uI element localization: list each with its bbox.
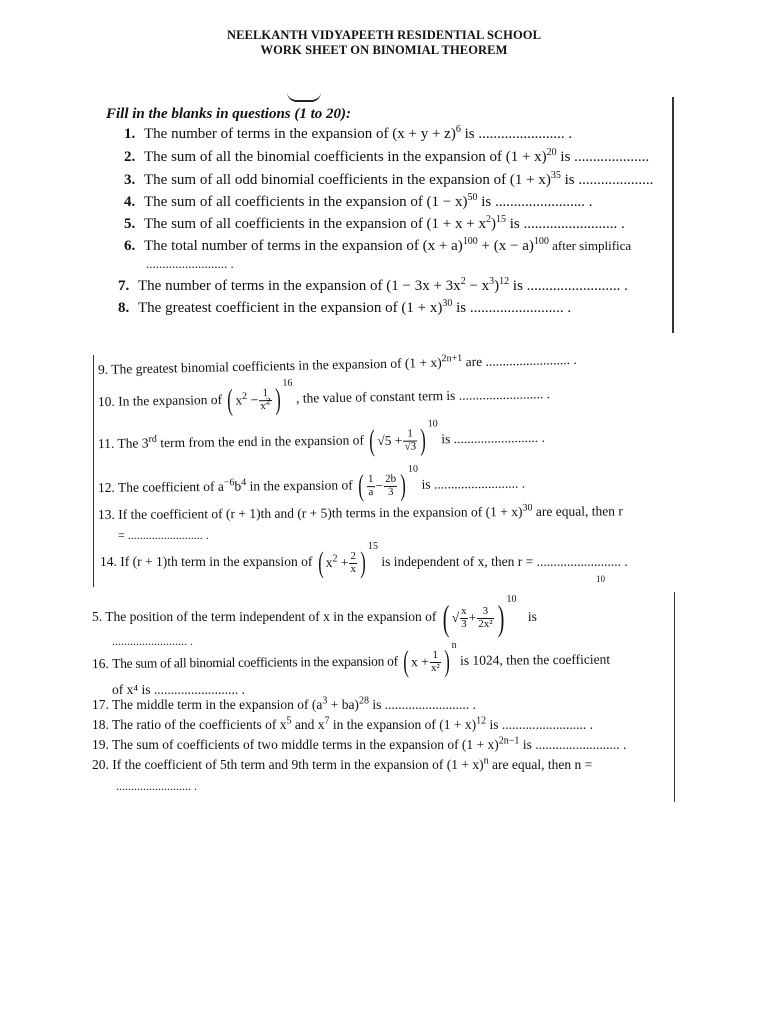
exponent: 50: [467, 192, 478, 203]
numerator: 1: [367, 473, 374, 486]
answer-blank: are ......................... .: [462, 351, 577, 370]
exponent: 20: [546, 147, 557, 158]
answer-blank: is ......................... .: [452, 300, 572, 316]
exponent: 2: [265, 395, 271, 407]
exponent: 100: [533, 236, 549, 247]
question-text: The sum of coefficients of two middle terms in the expansion of (1 + x): [112, 737, 499, 752]
fraction: [367, 474, 375, 498]
question-number: 19.: [92, 737, 109, 752]
question-number: 14.: [100, 554, 117, 570]
question-13-blank: = ......................... .: [118, 528, 209, 542]
right-paren: ): [419, 423, 426, 457]
question-text: The greatest coefficient in the expansion of (1 + x): [138, 300, 443, 316]
question-text: is independent of x, then r = ......................... .: [381, 554, 628, 570]
question-text: The ratio of the coefficients of x: [112, 717, 287, 732]
question-number: 5.: [92, 609, 103, 625]
exponent: 30: [522, 502, 533, 514]
question-16: [91, 639, 611, 680]
question-text: term from the end in the expansion of: [156, 432, 364, 451]
scan-mark: [287, 92, 321, 102]
question-15: [92, 593, 537, 638]
question-3: [124, 172, 653, 189]
right-paren: ): [400, 468, 407, 502]
numerator: 3: [477, 606, 493, 619]
fraction: [403, 429, 417, 453]
question-number: 13.: [97, 506, 115, 522]
exponent: 10: [407, 463, 419, 475]
exponent: 7: [324, 715, 330, 727]
edge-mark: 10: [596, 574, 605, 584]
question-number: 18.: [92, 717, 109, 732]
answer-blank: is ......................... .: [441, 429, 545, 447]
question-13: [98, 503, 623, 523]
question-number: 9.: [97, 361, 109, 377]
question-number: 4.: [124, 194, 136, 210]
exponent: 15: [495, 214, 506, 225]
math-term: −: [375, 478, 384, 494]
fraction: [384, 474, 397, 498]
right-paren: ): [497, 598, 504, 638]
question-text: The sum of all coefficients in the expansion of (1 + x + x: [144, 216, 486, 232]
question-text: ): [494, 278, 500, 294]
exponent: 3: [322, 695, 328, 707]
right-paren: ): [360, 546, 366, 579]
answer-blank: ......................... .: [455, 386, 550, 403]
exponent: rd: [148, 433, 157, 445]
left-paren: (: [227, 383, 234, 417]
math-term: √5 +: [377, 432, 403, 449]
question-20: [92, 757, 592, 773]
right-paren: ): [274, 382, 281, 416]
exponent: n: [451, 639, 457, 651]
question-number: 1.: [124, 126, 136, 142]
exponent: 2: [460, 276, 466, 287]
question-number: 8.: [118, 300, 130, 316]
answer-blank: is ....................... .: [460, 126, 573, 142]
question-6-blank: ......................... .: [146, 256, 234, 271]
question-10: [97, 377, 550, 418]
question-4: [124, 194, 593, 211]
question-8: [118, 300, 571, 317]
numerator: x: [461, 604, 467, 617]
question-text: The total number of terms in the expansion of (x + a): [144, 238, 463, 254]
exponent: 10: [427, 417, 438, 429]
scan-edge-line: [672, 97, 674, 333]
question-text: − x: [465, 278, 490, 294]
question-7: [118, 278, 628, 295]
fraction: [349, 551, 357, 575]
exponent: 3: [489, 276, 495, 287]
left-paren: (: [403, 645, 410, 679]
question-18: [92, 717, 593, 733]
exponent: 2n+1: [441, 352, 463, 365]
exponent: n: [483, 755, 489, 767]
answer-blank: is ......................... .: [368, 697, 476, 712]
section-title: Fill in the blanks in questions (1 to 20):: [106, 106, 352, 122]
question-15-blank: ......................... .: [112, 634, 193, 648]
denominator: x²: [430, 661, 440, 674]
exponent: 6: [455, 124, 461, 135]
question-text: The sum of all coefficients in the expansion of (1 − x): [144, 194, 468, 210]
right-paren: ): [443, 644, 450, 678]
question-number: 17.: [92, 697, 109, 712]
question-number: 12.: [97, 479, 115, 496]
fraction: [259, 388, 272, 412]
exponent: 2n−1: [498, 735, 520, 747]
scan-edge-line: [93, 355, 94, 587]
exponent: 35: [550, 170, 561, 181]
denominator: 3: [387, 485, 394, 498]
question-text: The number of terms in the expansion of (x + y + z): [144, 126, 456, 142]
exponent: 30: [442, 298, 453, 309]
question-text: The sum of all the binomial coefficients in the expansion of (1 + x): [144, 149, 547, 165]
question-17: [92, 697, 476, 713]
question-text: If the coefficient of (r + 1)th and (r + 5)th terms in the expansion of (1 + x): [118, 504, 523, 522]
numerator: 1: [430, 650, 441, 663]
question-number: 3.: [124, 172, 136, 188]
exponent: 15: [367, 540, 378, 552]
exponent: 28: [358, 695, 369, 707]
exponent: 16: [282, 377, 293, 389]
question-text: are equal, then r: [532, 503, 623, 519]
question-text: ): [490, 216, 496, 232]
left-paren: (: [442, 598, 449, 638]
math-term: +: [468, 610, 477, 625]
left-paren: (: [369, 424, 376, 458]
math-term: $x^2$ +: [325, 553, 349, 570]
denominator: [259, 395, 272, 412]
answer-blank: is ........................ .: [477, 194, 593, 210]
left-paren: (: [358, 469, 364, 503]
question-number: 20.: [92, 757, 109, 772]
question-text: + (x − a): [477, 238, 534, 254]
question-text: are equal, then n =: [488, 757, 593, 772]
question-11: [97, 417, 545, 460]
school-name: NEELKANTH VIDYAPEETH RESIDENTIAL SCHOOL: [226, 28, 542, 42]
exponent: 12: [476, 715, 487, 727]
math-term: √: [451, 610, 460, 625]
question-text: The sum of all odd binomial coefficients in the expansion of (1 + x): [144, 172, 551, 188]
math-term: x +: [411, 654, 429, 670]
question-text: , the value of constant term is: [295, 387, 456, 406]
exponent: 100: [462, 236, 478, 247]
exponent: 12: [499, 276, 510, 287]
denominator: a: [368, 485, 374, 498]
question-number: 10.: [97, 393, 115, 410]
denominator: √3: [404, 440, 417, 453]
question-20-blank: ......................... .: [116, 779, 197, 793]
question-text: and x: [291, 717, 325, 732]
math-term: $x^2$ −: [235, 390, 259, 408]
answer-blank: is ......................... .: [519, 737, 627, 752]
question-number: 2.: [124, 149, 136, 165]
question-number: 7.: [118, 278, 130, 294]
exponent: 4: [241, 477, 247, 489]
fraction: [460, 606, 468, 630]
answer-blank: is ......................... .: [421, 475, 526, 492]
answer-blank: is ......................... .: [505, 216, 625, 232]
numerator: 1: [403, 429, 417, 442]
question-number: 11.: [97, 435, 115, 452]
exponent: 10: [506, 593, 517, 605]
question-text: b: [234, 478, 242, 494]
question-text: The middle term in the expansion of (a: [112, 697, 323, 712]
question-number: 6.: [124, 238, 136, 254]
answer-blank: is ....................: [560, 172, 654, 188]
denominator: 3: [461, 617, 467, 630]
question-text: The coefficient of a: [117, 478, 224, 495]
question-text: after simplifica: [548, 238, 632, 253]
question-19: [92, 737, 626, 753]
question-text: The position of the term independent of x in the expansion of: [105, 609, 437, 625]
question-text: is: [527, 609, 537, 625]
answer-blank: is ....................: [556, 149, 650, 165]
question-text: If the coefficient of 5th term and 9th term in the expansion of (1 + x): [112, 757, 484, 772]
question-text: is 1024, then the coefficient: [459, 651, 611, 668]
question-2: [124, 149, 649, 166]
question-text: If (r + 1)th term in the expansion of: [120, 554, 313, 570]
question-text: in the expansion of: [246, 477, 353, 494]
question-text: The greatest binomial coefficients in the expansion of (1 + x): [111, 354, 442, 377]
answer-blank: is ......................... .: [509, 278, 628, 294]
left-paren: (: [317, 546, 324, 579]
exponent: 5: [286, 715, 292, 727]
question-16-line2: of x⁴ is ......................... .: [112, 682, 245, 697]
question-5: [124, 216, 625, 233]
question-text: The 3: [117, 435, 149, 451]
question-number: 16.: [91, 655, 109, 672]
worksheet-title: WORK SHEET ON BINOMIAL THEOREM: [260, 43, 508, 57]
question-text: The sum of all binomial coefficients in the expansion of: [112, 653, 398, 671]
denominator-base: x: [260, 399, 266, 412]
question-number: 5.: [124, 216, 136, 232]
fraction: [477, 606, 493, 630]
exponent: 2: [485, 214, 491, 225]
numerator: 1: [259, 388, 272, 401]
numerator: 2: [350, 549, 356, 562]
denominator: 2x²: [478, 617, 493, 630]
question-text: In the expansion of: [118, 391, 223, 409]
question-6: [124, 238, 631, 255]
question-9: [98, 352, 577, 378]
exponent: −6: [223, 477, 235, 489]
numerator: 2b: [385, 472, 397, 485]
question-12: [97, 463, 526, 504]
answer-blank: is ......................... .: [486, 717, 594, 732]
question-text: in the expansion of (1 + x): [329, 717, 477, 732]
question-1: [124, 126, 572, 143]
fraction: [430, 650, 441, 674]
question-text: + ba): [327, 697, 359, 712]
scan-edge-line: [674, 592, 675, 802]
denominator: x: [350, 562, 356, 575]
question-text: The number of terms in the expansion of (1 − 3x + 3x: [138, 278, 461, 294]
